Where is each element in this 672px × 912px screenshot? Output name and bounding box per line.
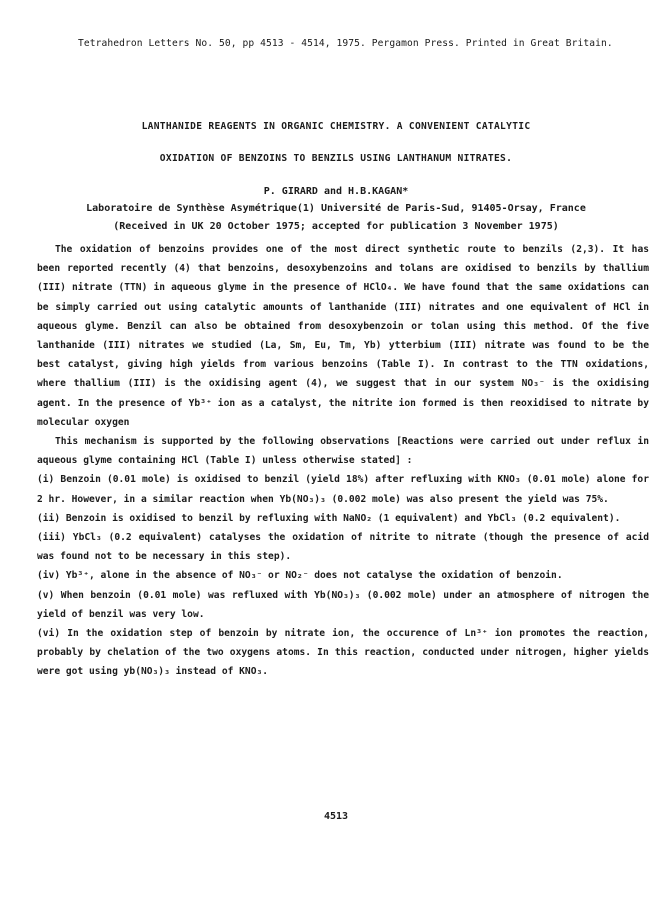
affiliation: Laboratoire de Synthèse Asymétrique(1) Université de Paris-Sud, 91405-Orsay, France xyxy=(86,203,586,214)
title-line-1: LANTHANIDE REAGENTS IN ORGANIC CHEMISTRY. A CONVENIENT CATALYTIC xyxy=(141,121,531,132)
body-text xyxy=(37,240,649,682)
observation-vi: (vi) In the oxidation step of benzoin by nitrate ion, the occurence of Ln³⁺ ion promotes the reaction, probably by chelation of the two oxygens atoms. In this reaction, conducted under nitrogen, higher yields were got using yb(NO₃)₃ instead of KNO₃. xyxy=(37,628,649,678)
paragraph-mechanism: This mechanism is supported by the following observations [Reactions were carried out under reflux in aqueous glyme containing HCl (Table I) unless otherwise stated] : xyxy=(37,436,649,467)
observation-v: (v) When benzoin (0.01 mole) was refluxed with Yb(NO₃)₃ (0.002 mole) under an atmosphere of nitrogen the yield of benzil was very low. xyxy=(37,589,649,620)
journal-header: Tetrahedron Letters No. 50, pp 4513 - 4514, 1975. Pergamon Press. Printed in Great Britain. xyxy=(78,38,613,49)
paragraph-intro: The oxidation of benzoins provides one of the most direct synthetic route to benzils (2,3). It has been reported recently (4) that benzoins, desoxybenzoins and tolans are oxidised to benzils by thallium (III) nitrate (TTN) in aqueous glyme in the presence of HClO₄. We have found that the same oxidations can be simply carried out using catalytic amounts of lanthanide (III) nitrates and one equivalent of HCl in aqueous glyme. Benzil can also be obtained from desoxybenzoin or tolan using this method. Of the five lanthanide (III) nitrates we studied (La, Sm, Eu, Tm, Yb) ytterbium (III) nitrate was found to be the best catalyst, giving high yields from various benzoins (Table I). In contrast to the TTN oxidations, where thallium (III) is the oxidising agent (4), we suggest that in our system NO₃⁻ is the oxidising agent. In the presence of Yb³⁺ ion as a catalyst, the nitrite ion formed is then reoxidised to nitrate by molecular oxygen xyxy=(37,244,649,428)
observation-i: (i) Benzoin (0.01 mole) is oxidised to benzil (yield 18%) after refluxing with KNO₃ (0.01 mole) alone for 2 hr. However, in a similar reaction when Yb(NO₃)₃ (0.002 mole) was also present the yield was 75%. xyxy=(37,474,649,505)
authors: P. GIRARD and H.B.KAGAN* xyxy=(263,186,409,197)
observation-iii: (iii) YbCl₃ (0.2 equivalent) catalyses the oxidation of nitrite to nitrate (though the presence of acid was found not to be necessary in this step). xyxy=(37,532,649,563)
title-line-2: OXIDATION OF BENZOINS TO BENZILS USING LANTHANUM NITRATES. xyxy=(159,153,513,164)
received-date: (Received in UK 20 October 1975; accepted for publication 3 November 1975) xyxy=(113,221,559,232)
page-number: 4513 xyxy=(323,811,349,822)
observation-iv: (iv) Yb³⁺, alone in the absence of NO₃⁻ or NO₂⁻ does not catalyse the oxidation of benzoin. xyxy=(37,570,563,582)
observation-ii: (ii) Benzoin is oxidised to benzil by refluxing with NaNO₂ (1 equivalent) and YbCl₃ (0.2 equivalent). xyxy=(37,512,621,524)
